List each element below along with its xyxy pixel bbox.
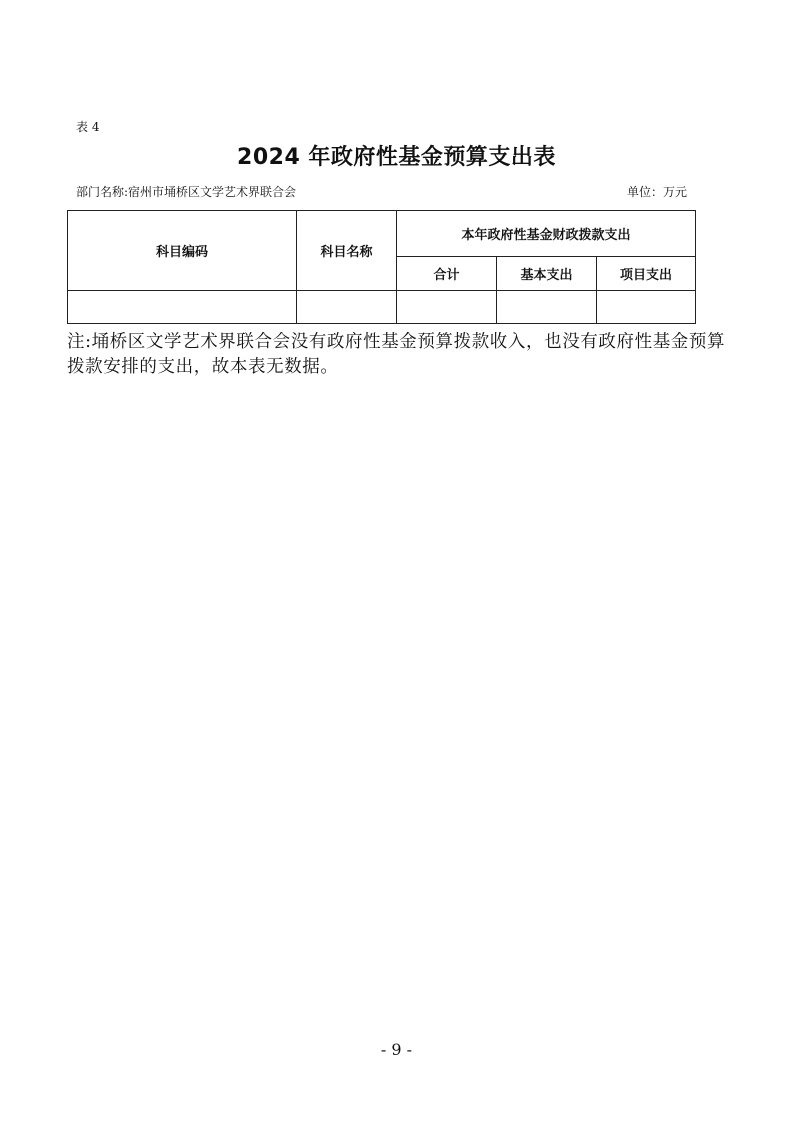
header-project-expenditure: 项目支出 <box>597 257 696 291</box>
cell-project <box>597 291 696 324</box>
department-name: 部门名称:宿州市埇桥区文学艺术界联合会 <box>76 185 297 199</box>
table-row <box>68 291 696 324</box>
header-subject-code: 科目编码 <box>68 211 297 291</box>
budget-table <box>67 210 696 324</box>
unit-label: 单位：万元 <box>626 185 687 199</box>
note-paragraph: 注:埇桥区文学艺术界联合会没有政府性基金预算拨款收入，也没有政府性基金预算拨款安排的支出，故本表无数据。 <box>67 332 726 377</box>
cell-total <box>397 291 497 324</box>
cell-name <box>297 291 397 324</box>
header-basic-expenditure: 基本支出 <box>497 257 597 291</box>
header-subject-name: 科目名称 <box>297 211 397 291</box>
page-number: - 9 - <box>380 1040 413 1059</box>
cell-basic <box>497 291 597 324</box>
cell-code <box>68 291 297 324</box>
table-number-label: 表 4 <box>76 120 100 134</box>
header-total: 合计 <box>397 257 497 291</box>
table-header-row <box>68 211 696 257</box>
header-fund-expenditure: 本年政府性基金财政拨款支出 <box>397 211 696 257</box>
document-title: 2024 年政府性基金预算支出表 <box>237 145 556 170</box>
